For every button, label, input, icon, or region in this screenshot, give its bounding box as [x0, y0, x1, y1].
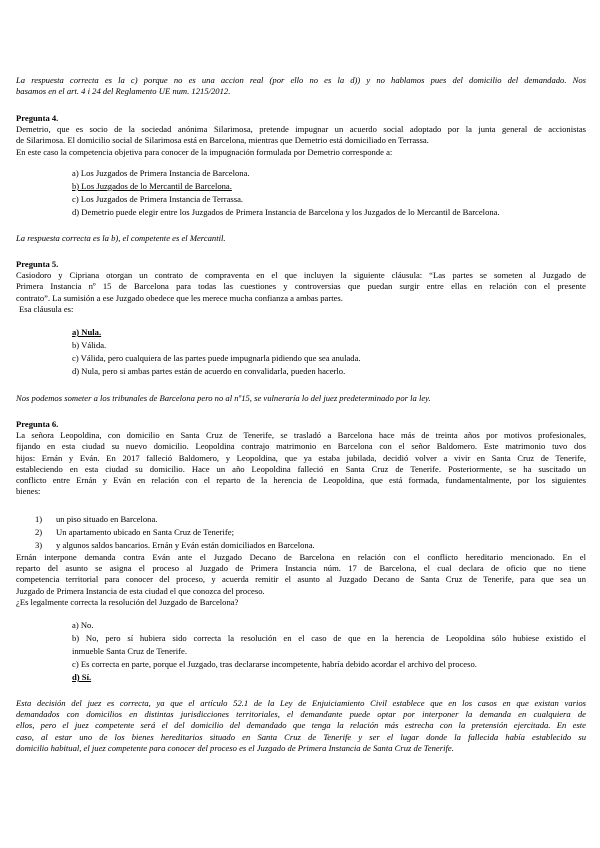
- question-6-answer-line-3: ellos, pero el juez competente será el del domicilio del demandado que tenga la relación más estrecha con la pretensión ejercitada. En este: [16, 720, 586, 731]
- question-6-p2-line-3: competencia territorial para conocer del proceso, y acuerda remitir el asunto al Juzgado Decano de Santa Cruz de Tenerife, para que sea un: [16, 574, 586, 585]
- question-5-option-d: d) Nula, pero si ambas partes están de acuerdo en convalidarla, pueden hacerlo.: [72, 366, 346, 376]
- question-5-text-3: contrato”. La sumisión a ese Juzgado obedece que les merece mucha confianza a ambas partes.: [16, 292, 343, 303]
- question-4-option-d: d) Demetrio puede elegir entre los Juzgados de Primera Instancia de Barcelona y los Juzgados de lo Mercantil de Barcelona.: [72, 207, 500, 217]
- list-number: 2): [35, 527, 43, 537]
- question-6-p2-line-4: Juzgado de Primera Instancia de esta ciudad el que conozca del proceso.: [16, 585, 265, 596]
- list-item: [0, 527, 600, 538]
- question-6-option-c: c) Es correcta en parte, porque el Juzgado, tras declararse incompetente, habría debido acordar el archivo del proceso.: [72, 659, 477, 669]
- question-4-text-1: Demetrio, que es socio de la sociedad anónima Silarimosa, pretende impugnar un acuerdo social adoptado por la junta general de accionistas: [16, 124, 586, 135]
- question-5: [16, 259, 586, 315]
- intro-line-1: La respuesta correcta es la c) porque no es una accion real (por ello no es la d)) y no hablamos pues del domicilio del demandado. Nos: [16, 75, 586, 85]
- question-6-p1-line-6: bienes:: [16, 486, 41, 497]
- question-6-answer: [16, 698, 586, 754]
- list-number: 1): [35, 514, 43, 524]
- question-5-answer: Nos podemos someter a los tribunales de Barcelona pero no al nº15, se vulneraría lo del juez predeterminado por la ley.: [16, 393, 431, 403]
- question-6-p1-line-2: fijando en esta ciudad su nuevo domicilio. Leopoldina contrajo matrimonio en Barcelona con el señor Baldomero. Este matrimonio tuvo dos: [16, 441, 586, 452]
- question-5-text-4: Esa cláusula es:: [19, 303, 74, 314]
- question-4-option-c: c) Los Juzgados de Primera Instancia de Terrassa.: [72, 194, 244, 204]
- question-4: [16, 113, 586, 158]
- question-6-answer-line-1: Esta decisión del juez es correcta, ya que el artículo 52.1 de la Ley de Enjuiciamiento Civil establece que en los casos en que existan varios: [16, 698, 586, 708]
- list-item: [0, 540, 600, 551]
- list-text: Un apartamento ubicado en Santa Cruz de Tenerife;: [56, 527, 234, 537]
- question-6-p2-line-2: reparto del asunto se asigna el proceso al Juzgado de Primera Instancia núm. 17 de Barcelona, el cual declara de oficio que no tiene: [16, 563, 586, 574]
- question-6-p2-line-1: Ernán interpone demanda contra Eván ante el Juzgado Decano de Barcelona en relación con el conflicto hereditario mencionado. En el: [16, 552, 586, 562]
- question-5-option-a: a) Nula.: [72, 327, 102, 337]
- intro-line-2: basamos en el art. 4 i 24 del Reglamento UE num. 1215/2012.: [16, 86, 231, 97]
- question-4-option-a: a) Los Juzgados de Primera Instancia de Barcelona.: [72, 168, 250, 178]
- question-6-option-b-cont: inmueble Santa Cruz de Tenerife.: [72, 646, 187, 656]
- question-6-answer-line-5: domicilio habitual, el juez competente para conocer del proceso es el Juzgado de Primera Instancia de Santa Cruz de Tenerife.: [16, 742, 454, 753]
- list-text: y algunos saldos bancarios. Ernán y Eván están domiciliados en Barcelona.: [56, 540, 315, 550]
- question-6-p1-line-4: estableciendo en esta ciudad su domicilio. Hace un año Leopoldina falleció en Santa Cruz de Tenerife. Posteriormente, se ha suscitado un: [16, 463, 586, 474]
- question-4-text-3: En este caso la competencia objetiva para conocer de la impugnación formulada por Demetrio corresponde a:: [16, 146, 393, 157]
- intro-answer: [16, 75, 586, 97]
- question-5-title: Pregunta 5.: [16, 259, 59, 269]
- question-6-p1-line-3: hijos: Ernán y Eván. En 2017 falleció Baldomero, y Leopoldina, que ya estaba jubilada, decidió volver a vivir en Santa Cruz de Tenerife,: [16, 452, 586, 463]
- question-6-p1-line-1: La señora Leopoldina, con domicilio en Santa Cruz de Tenerife, se trasladó a Barcelona hace más de treinta años por motivos profesionales,: [16, 430, 586, 441]
- list-number: 3): [35, 540, 43, 550]
- question-5-text-1: Casiodoro y Cipriana otorgan un contrato de compraventa en el que incluyen la siguiente cláusula: “Las partes se someten al Juzgado de: [16, 270, 586, 281]
- list-text: un piso situado en Barcelona.: [56, 514, 158, 524]
- question-4-option-b: b) Los Juzgados de lo Mercantil de Barcelona.: [72, 181, 232, 191]
- question-6-option-b: b) No, pero sí hubiera sido correcta la resolución en el caso de que en la herencia de Leopoldina sólo hubiese existido el: [72, 633, 586, 643]
- list-item: [0, 514, 600, 525]
- question-4-text-2: de Silarimosa. El domicilio social de Silarimosa está en Barcelona, mientras que Demetrio está domiciliado en Terrassa.: [16, 135, 429, 146]
- question-6-answer-line-4: caso, al estar uno de los bienes hereditarios situado en Santa Cruz de Tenerife y ser el lugar donde la fallecida había establecido su: [16, 731, 586, 742]
- question-6-option-a: a) No.: [72, 620, 94, 630]
- question-6-option-d: d) Sí.: [72, 672, 92, 682]
- question-4-answer: La respuesta correcta es la b), el competente es el Mercantil.: [16, 233, 226, 243]
- question-5-option-c: c) Válida, pero cualquiera de las partes puede impugnarla pidiendo que sea anulada.: [72, 353, 361, 363]
- question-6: [16, 419, 586, 497]
- question-6-answer-line-2: demandados con domicilios en distintas jurisdicciones territoriales, el demandante puede optar por interponer la demanda en cualquiera de: [16, 709, 586, 720]
- question-6-question: ¿Es legalmente correcta la resolución del Juzgado de Barcelona?: [16, 596, 239, 607]
- question-4-title: Pregunta 4.: [16, 113, 59, 123]
- question-6-p1-line-5: conflicto entre Ernán y Eván en relación con el reparto de la herencia de Leopoldina, que está formada, fundamentalmente, por los siguientes: [16, 474, 586, 485]
- question-6-title: Pregunta 6.: [16, 419, 59, 429]
- question-6-body-2: [16, 552, 586, 608]
- question-5-text-2: Primera Instancia nº 15 de Barcelona para todas las cuestiones y controversias que puedan surgir entre ellas en relación con el presente: [16, 281, 586, 292]
- question-5-option-b: b) Válida.: [72, 340, 107, 350]
